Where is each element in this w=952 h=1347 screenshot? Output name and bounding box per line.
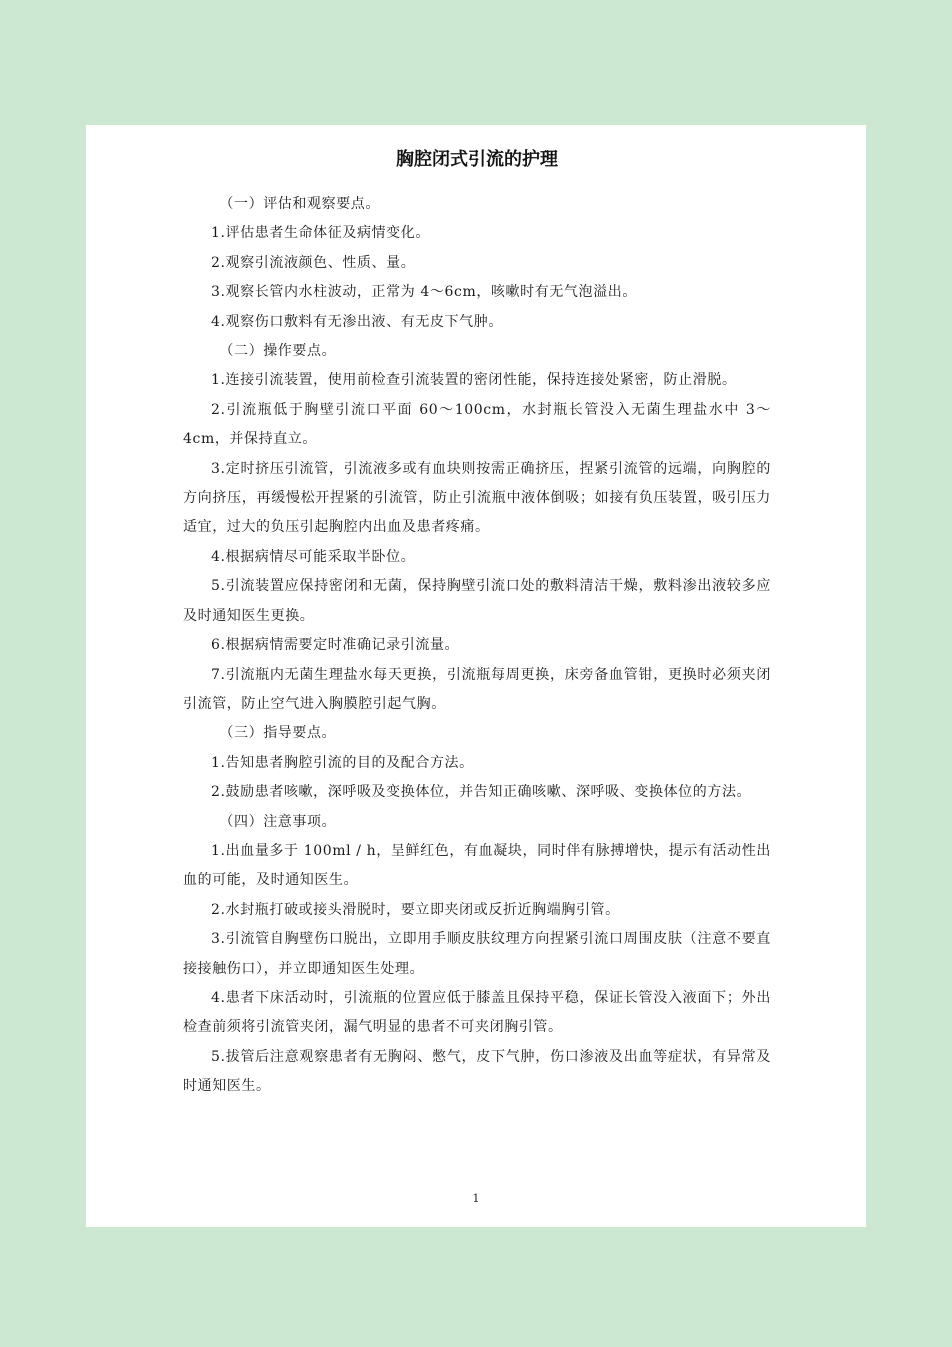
page-number: 1: [472, 1192, 480, 1205]
section-heading: （一）评估和观察要点。: [219, 196, 380, 212]
section-heading: （二）操作要点。: [219, 343, 337, 360]
paragraph: 6.根据病情需要定时准确记录引流量。: [211, 637, 460, 654]
paragraph: 1.连接引流装置，使用前检查引流装置的密闭性能，保持连接处紧密，防止滑脱。: [211, 372, 737, 389]
paragraph: 3.引流管自胸壁伤口脱出，立即用手顺皮肤纹理方向捏紧引流口周围皮肤（注意不要直接接触伤口），并立即通知医生处理。: [183, 931, 771, 977]
paragraph: 3.观察长管内水柱波动，正常为 4～6cm，咳嗽时有无气泡溢出。: [211, 284, 637, 301]
paragraph: 7.引流瓶内无菌生理盐水每天更换，引流瓶每周更换，床旁备血管钳，更换时必须夹闭引流管，防止空气进入胸膜腔引起气胸。: [183, 666, 771, 712]
document-body: [183, 147, 771, 1102]
paragraph: 1.评估患者生命体征及病情变化。: [211, 225, 430, 242]
paragraph: 5.拔管后注意观察患者有无胸闷、憋气，皮下气肿，伤口渗液及出血等症状，有异常及时通知医生。: [183, 1048, 771, 1095]
paragraph: 4.患者下床活动时，引流瓶的位置应低于膝盖且保持平稳，保证长管没入液面下；外出检查前须将引流管夹闭，漏气明显的患者不可夹闭胸引管。: [183, 989, 771, 1036]
paragraph: 5.引流装置应保持密闭和无菌，保持胸壁引流口处的敷料清洁干燥，敷料渗出液较多应及时通知医生更换。: [183, 578, 771, 624]
paragraph: 3.定时挤压引流管，引流液多或有血块则按需正确挤压，捏紧引流管的远端，向胸腔的方向挤压，再缓慢松开捏紧的引流管，防止引流瓶中液体倒吸；如接有负压装置，吸引压力适宜，过大的负压引起胸腔内出血及患者疼痛。: [183, 460, 771, 536]
paragraph: 2.引流瓶低于胸壁引流口平面 60～100cm，水封瓶长管没入无菌生理盐水中 3～4cm，并保持直立。: [183, 401, 771, 448]
paragraph: 1.告知患者胸腔引流的目的及配合方法。: [211, 754, 474, 771]
section-heading: （三）指导要点。: [219, 725, 337, 742]
paragraph: 4.根据病情尽可能采取半卧位。: [211, 548, 416, 565]
paragraph: 2.水封瓶打破或接头滑脱时，要立即夹闭或反折近胸端胸引管。: [211, 901, 620, 918]
paragraph: 2.观察引流液颜色、性质、量。: [211, 254, 416, 271]
paragraph: 2.鼓励患者咳嗽，深呼吸及变换体位，并告知正确咳嗽、深呼吸、变换体位的方法。: [211, 784, 752, 801]
paragraph: 1.出血量多于 100ml / h，呈鲜红色，有血凝块，同时伴有脉搏增快，提示有活动性出血的可能，及时通知医生。: [183, 842, 771, 889]
document-page: [86, 125, 866, 1227]
paragraph: 4.观察伤口敷料有无渗出液、有无皮下气肿。: [211, 313, 503, 330]
section-heading: （四）注意事项。: [219, 813, 337, 830]
document-title: 胸腔闭式引流的护理: [396, 149, 558, 170]
